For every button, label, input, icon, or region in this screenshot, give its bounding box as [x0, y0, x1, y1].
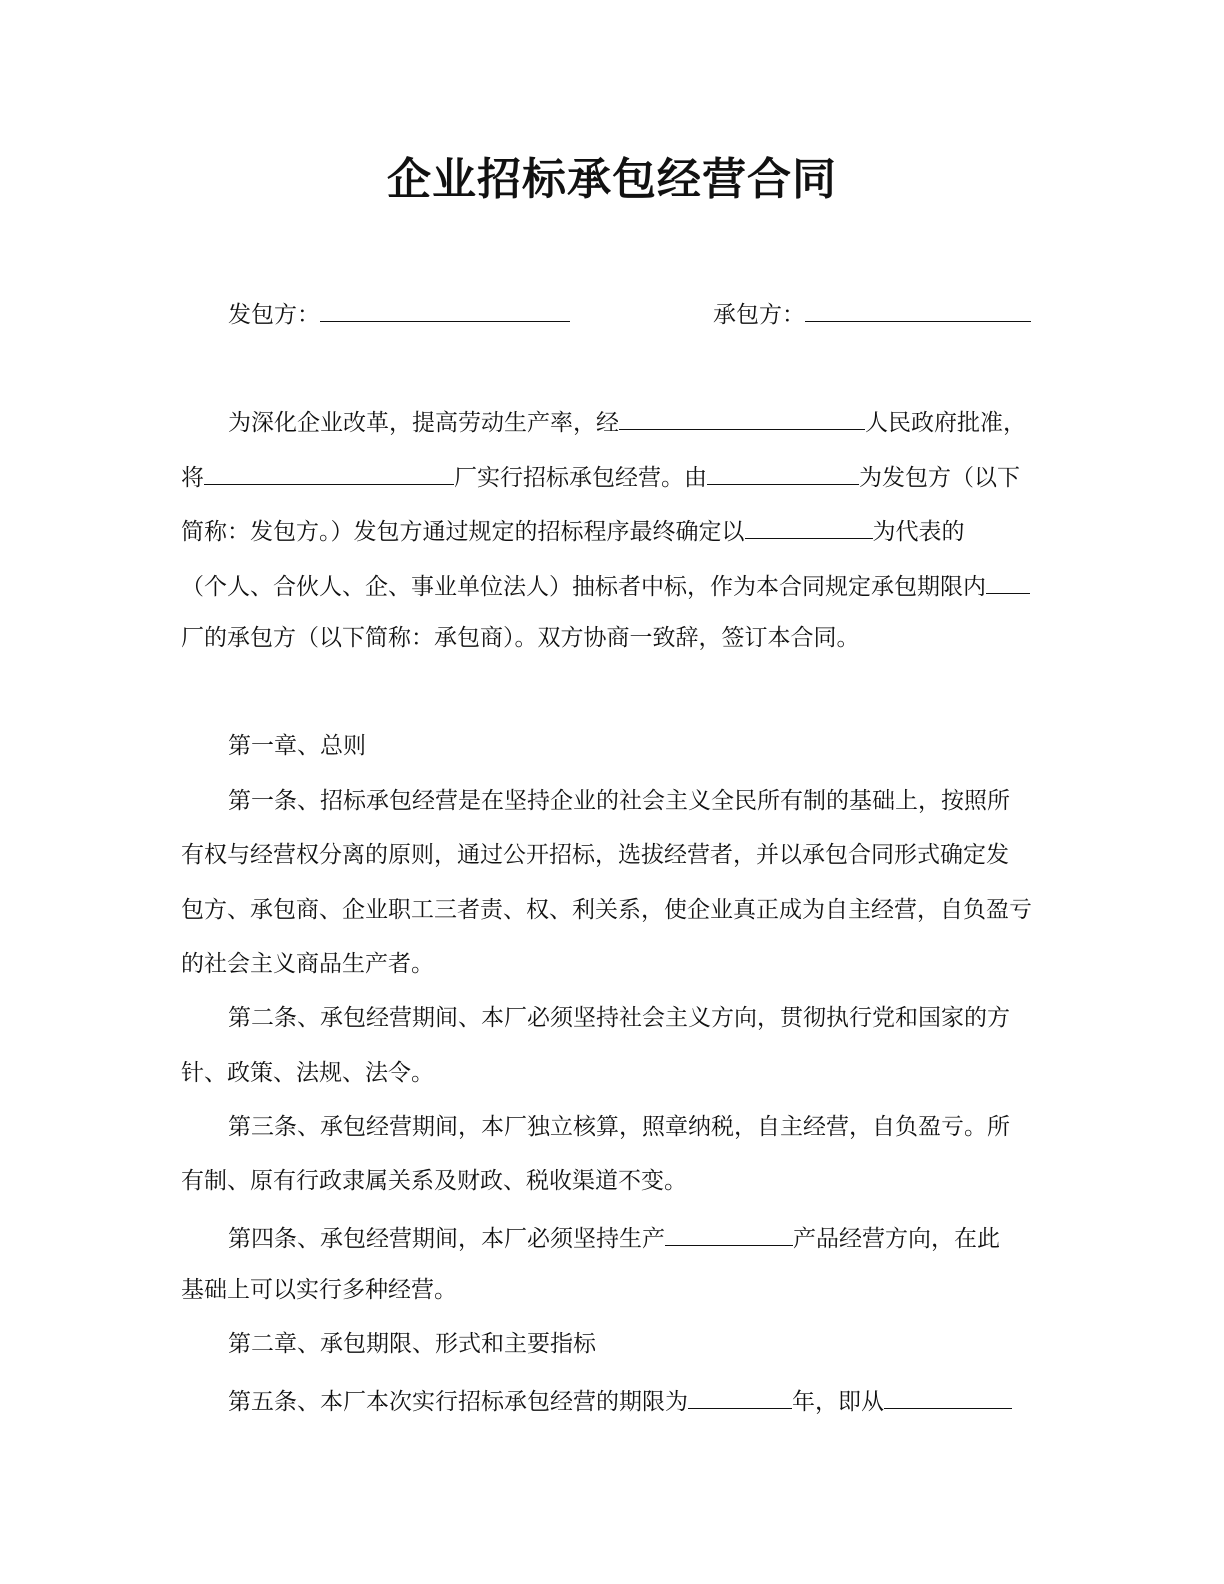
preamble-line-2	[181, 460, 1020, 490]
article-1-line-2: 有权与经营权分离的原则，通过公开招标，选拔经营者，并以承包合同形式确定发	[181, 842, 1009, 868]
employer-label: 发包方：	[228, 302, 320, 328]
preamble-text: 为深化企业改革，提高劳动生产率，经	[228, 410, 619, 436]
article-text: 产品经营方向，在此	[793, 1226, 1000, 1252]
preamble-text: 为代表的	[872, 519, 965, 545]
start-date-blank	[884, 1384, 1012, 1409]
article-2-line-2: 针、政策、法规、法令。	[181, 1060, 434, 1086]
product-blank	[665, 1221, 793, 1246]
preamble-text: 为发包方（以下	[859, 465, 1020, 491]
article-5-line-1	[228, 1384, 1012, 1414]
preamble-text: 厂实行招标承包经营。由	[454, 465, 707, 491]
employer-blank	[320, 297, 570, 322]
preamble-text: 简称：发包方。）发包方通过规定的招标程序最终确定以	[181, 519, 745, 545]
period-blank	[986, 569, 1030, 594]
employer-line	[228, 297, 570, 327]
article-1-line-4: 的社会主义商品生产者。	[181, 951, 434, 977]
factory-blank	[204, 460, 454, 485]
years-blank	[688, 1384, 792, 1409]
contractor-label: 承包方：	[713, 302, 805, 328]
representative-blank	[745, 514, 873, 539]
preamble-line-3	[181, 514, 965, 544]
preamble-text: 人民政府批准，	[865, 410, 1026, 436]
article-4-line-2: 基础上可以实行多种经营。	[181, 1277, 457, 1303]
chapter-1-heading: 第一章、总则	[228, 733, 366, 759]
article-text: 年，即从	[792, 1389, 884, 1415]
article-text: 第四条、承包经营期间，本厂必须坚持生产	[228, 1226, 665, 1252]
preamble-line-5: 厂的承包方（以下简称：承包商）。双方协商一致辞，签订本合同。	[181, 625, 860, 651]
chapter-2-heading: 第二章、承包期限、形式和主要指标	[228, 1331, 596, 1357]
contractor-blank	[805, 297, 1031, 322]
employer-name-blank	[707, 460, 859, 485]
preamble-line-1	[228, 405, 1026, 435]
article-3-line-2: 有制、原有行政隶属关系及财政、税收渠道不变。	[181, 1168, 687, 1194]
article-1-line-3: 包方、承包商、企业职工三者责、权、利关系，使企业真正成为自主经营，自负盈亏	[181, 897, 1032, 923]
contractor-line	[713, 297, 1031, 327]
article-2-line-1: 第二条、承包经营期间、本厂必须坚持社会主义方向，贯彻执行党和国家的方	[228, 1005, 1010, 1031]
preamble-text: 将	[181, 465, 204, 491]
preamble-line-4	[181, 569, 1030, 599]
article-1-line-1: 第一条、招标承包经营是在坚持企业的社会主义全民所有制的基础上，按照所	[228, 788, 1010, 814]
article-4-line-1	[228, 1221, 1000, 1251]
article-3-line-1: 第三条、承包经营期间，本厂独立核算，照章纳税，自主经营，自负盈亏。所	[228, 1114, 1010, 1140]
government-blank	[619, 405, 865, 430]
document-title: 企业招标承包经营合同	[387, 154, 837, 205]
article-text: 第五条、本厂本次实行招标承包经营的期限为	[228, 1389, 688, 1415]
preamble-text: （个人、合伙人、企、事业单位法人）抽标者中标，作为本合同规定承包期限内	[181, 574, 986, 600]
